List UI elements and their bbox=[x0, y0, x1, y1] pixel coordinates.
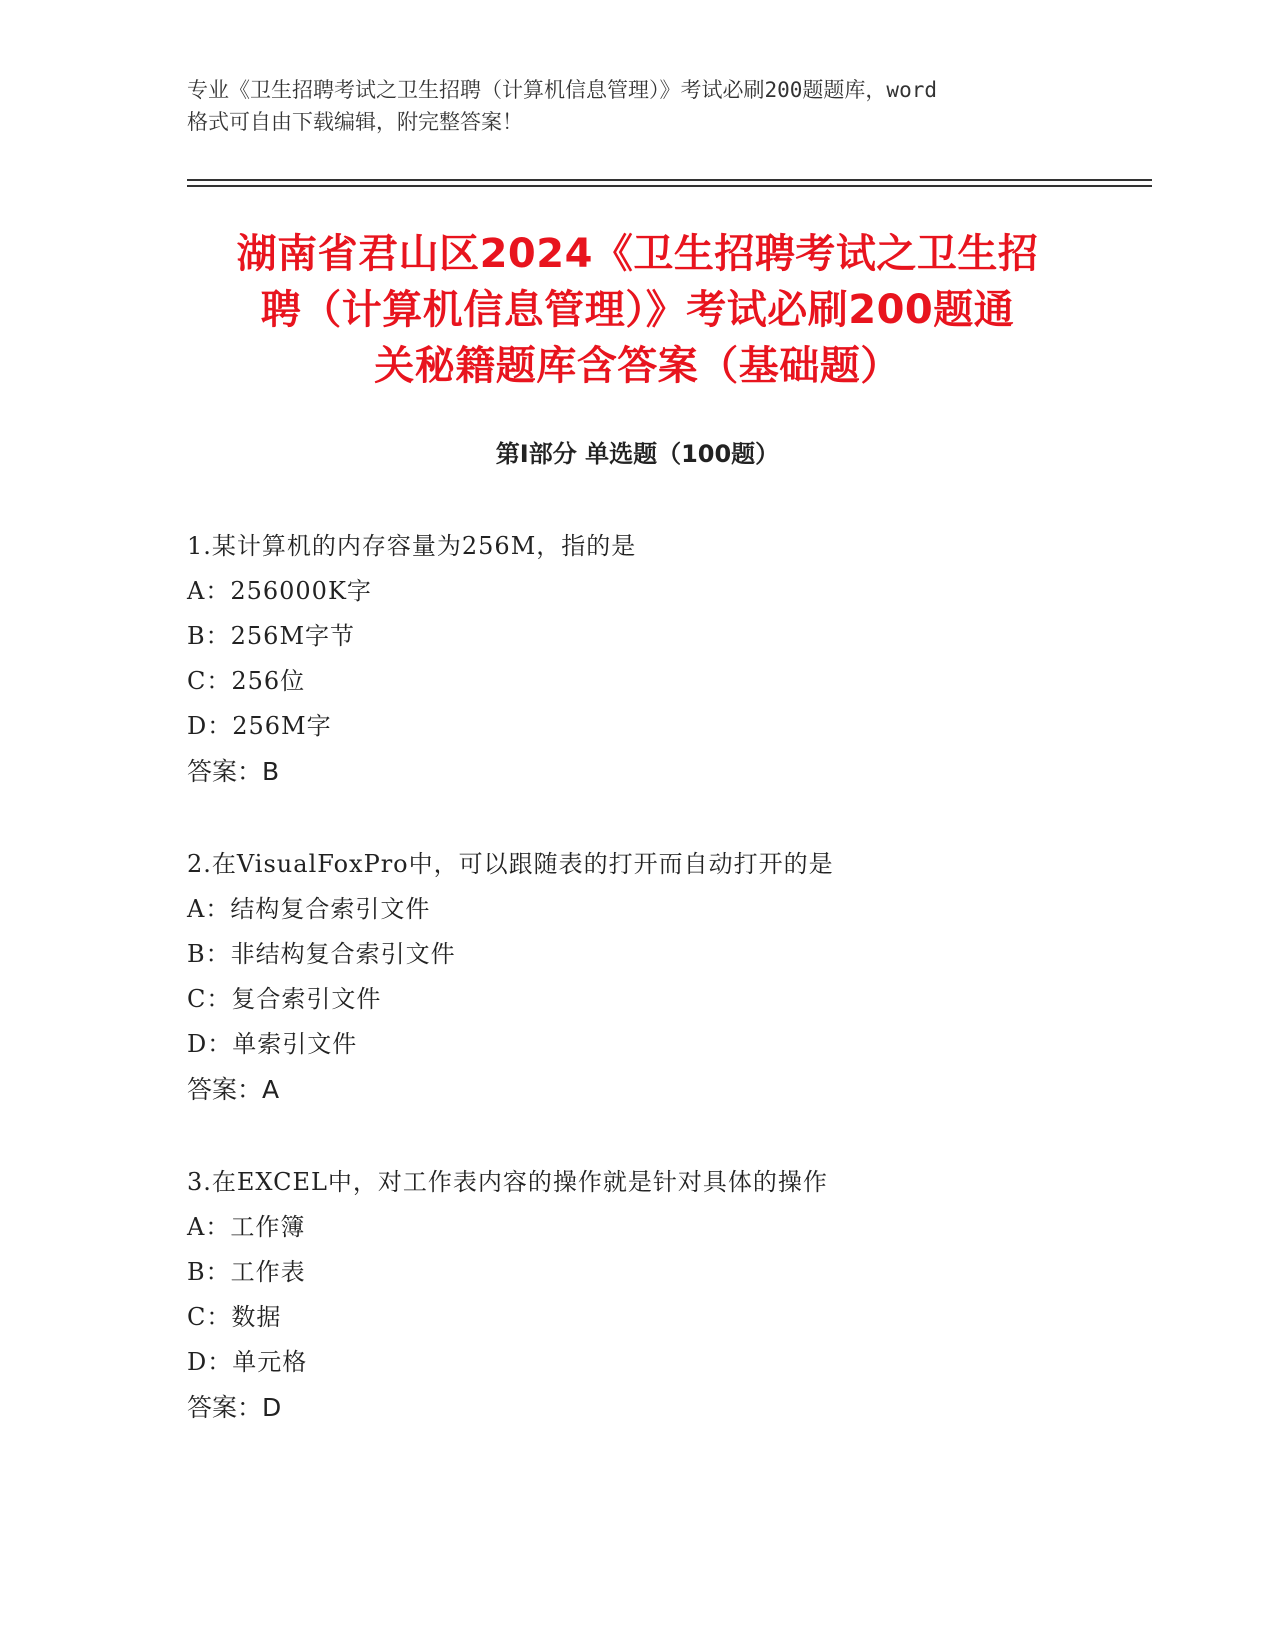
header-divider-bottom bbox=[187, 185, 1152, 187]
option-d: D：256M字 bbox=[187, 712, 332, 740]
answer-label: 答案：B bbox=[187, 757, 280, 786]
option-a: A：结构复合索引文件 bbox=[187, 895, 431, 923]
question-1 bbox=[187, 524, 1167, 794]
option-a: A：工作簿 bbox=[187, 1213, 306, 1241]
option-b: B：256M字节 bbox=[187, 622, 356, 650]
option-b: B：非结构复合索引文件 bbox=[187, 940, 456, 968]
option-a: A：256000K字 bbox=[187, 577, 372, 605]
option-b: B：工作表 bbox=[187, 1258, 306, 1286]
option-d: D：单元格 bbox=[187, 1348, 308, 1376]
answer-label: 答案：A bbox=[187, 1075, 280, 1104]
question-stem: 2.在VisualFoxPro中，可以跟随表的打开而自动打开的是 bbox=[187, 850, 834, 878]
document-title bbox=[160, 226, 1115, 394]
option-c: C：256位 bbox=[187, 667, 306, 695]
header-divider-top bbox=[187, 179, 1152, 181]
question-stem: 1.某计算机的内存容量为256M，指的是 bbox=[187, 532, 637, 560]
question-stem: 3.在EXCEL中，对工作表内容的操作就是针对具体的操作 bbox=[187, 1168, 828, 1196]
question-2 bbox=[187, 842, 1167, 1112]
answer-label: 答案：D bbox=[187, 1393, 282, 1422]
section-heading: 第Ⅰ部分 单选题（100题） bbox=[495, 440, 780, 468]
option-c: C：数据 bbox=[187, 1303, 282, 1331]
document-title-line-1: 湖南省君山区2024《卫生招聘考试之卫生招 bbox=[236, 231, 1039, 277]
document-title-line-2: 聘（计算机信息管理）》考试必刷200题通 bbox=[260, 287, 1015, 333]
header-note-line-2: 格式可自由下载编辑，附完整答案！ bbox=[187, 110, 523, 134]
header-note bbox=[187, 74, 1087, 138]
document-title-line-3: 关秘籍题库含答案（基础题） bbox=[374, 343, 901, 389]
option-c: C：复合索引文件 bbox=[187, 985, 382, 1013]
question-3 bbox=[187, 1160, 1167, 1430]
option-d: D：单索引文件 bbox=[187, 1030, 358, 1058]
header-note-line-1: 专业《卫生招聘考试之卫生招聘（计算机信息管理）》考试必刷200题题库，word bbox=[187, 78, 937, 102]
